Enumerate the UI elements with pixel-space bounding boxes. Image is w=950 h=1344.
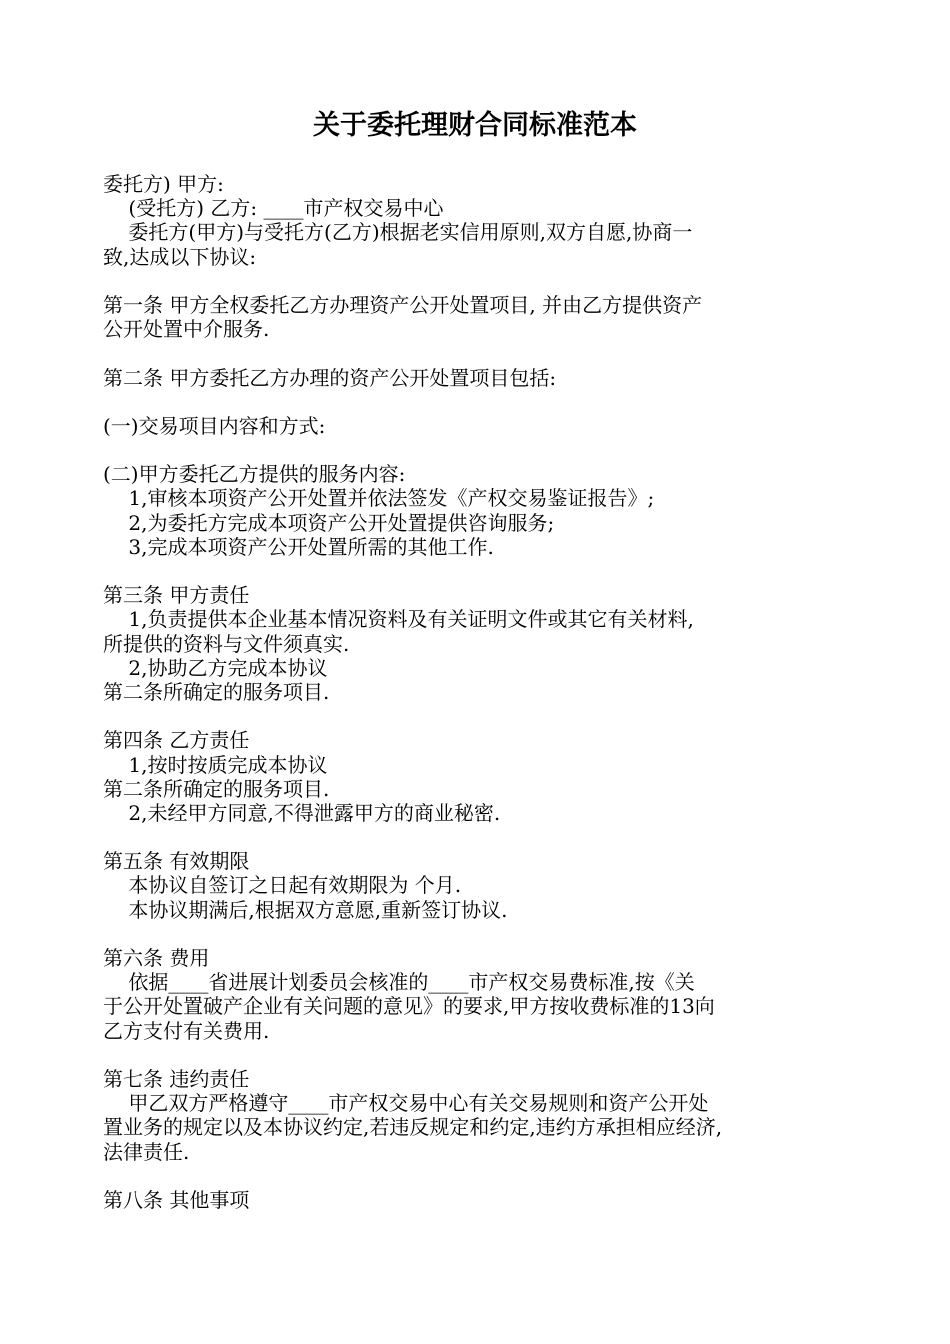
blank-line xyxy=(103,704,855,728)
text-line: 2,协助乙方完成本协议 xyxy=(103,655,328,680)
text-line: 于公开处置破产企业有关问题的意见》的要求,甲方按收费标准的13向 xyxy=(103,994,715,1019)
text-line: (一)交易项目内容和方式: xyxy=(103,413,326,438)
text-line: 依据____省进展计划委员会核准的____市产权交易费标准,按《关 xyxy=(103,970,695,995)
text-line: 第二条所确定的服务项目. xyxy=(103,679,330,704)
text-line: 本协议自签订之日起有效期限为 个月. xyxy=(103,873,462,898)
text-line: 第二条所确定的服务项目. xyxy=(103,776,330,801)
text-line: 第三条 甲方责任 xyxy=(103,583,250,608)
text-line: 第五条 有效期限 xyxy=(103,849,250,874)
document-body xyxy=(103,172,855,1212)
text-line: 乙方支付有关费用. xyxy=(103,1018,270,1043)
text-line: 置业务的规定以及本协议约定,若违反规定和约定,违约方承担相应经济, xyxy=(103,1115,723,1140)
text-line: 甲乙双方严格遵守____市产权交易中心有关交易规则和资产公开处 xyxy=(103,1091,709,1116)
text-line: (受托方) 乙方: ____市产权交易中心 xyxy=(103,196,444,221)
text-line: 法律责任. xyxy=(103,1139,190,1164)
text-line: 第二条 甲方委托乙方办理的资产公开处置项目包括: xyxy=(103,365,557,390)
text-line: 所提供的资料与文件须真实. xyxy=(103,631,350,656)
text-line: 1,按时按质完成本协议 xyxy=(103,752,328,777)
text-line: 第六条 费用 xyxy=(103,946,210,970)
blank-line xyxy=(103,1043,855,1067)
text-line: 委托方) 甲方: xyxy=(103,172,224,196)
text-line: 3,完成本项资产公开处置所需的其他工作. xyxy=(103,534,494,559)
blank-line xyxy=(103,269,855,293)
text-line: 2,未经甲方同意,不得泄露甲方的商业秘密. xyxy=(103,800,501,825)
text-line: 致,达成以下协议: xyxy=(103,244,257,269)
text-line: 本协议期满后,根据双方意愿,重新签订协议. xyxy=(103,897,508,922)
text-line: 公开处置中介服务. xyxy=(103,317,270,342)
document-title: 关于委托理财合同标准范本 xyxy=(313,110,637,141)
blank-line xyxy=(103,922,855,946)
blank-line xyxy=(103,825,855,849)
blank-line xyxy=(103,341,855,365)
text-line: 2,为委托方完成本项资产公开处置提供咨询服务; xyxy=(103,510,555,535)
text-line: 1,负责提供本企业基本情况资料及有关证明文件或其它有关材料, xyxy=(103,607,694,632)
text-line: 1,审核本项资产公开处置并依法签发《产权交易鉴证报告》; xyxy=(103,486,655,511)
text-line: 第一条 甲方全权委托乙方办理资产公开处置项目, 并由乙方提供资产 xyxy=(103,292,703,317)
blank-line xyxy=(103,559,855,583)
text-line: (二)甲方委托乙方提供的服务内容: xyxy=(103,462,406,487)
text-line: 第八条 其他事项 xyxy=(103,1187,250,1212)
blank-line xyxy=(103,390,855,414)
text-line: 委托方(甲方)与受托方(乙方)根据老实信用原则,双方自愿,协商一 xyxy=(103,220,693,245)
blank-line xyxy=(103,1164,855,1188)
text-line: 第四条 乙方责任 xyxy=(103,728,250,753)
text-line: 第七条 违约责任 xyxy=(103,1066,250,1091)
blank-line xyxy=(103,438,855,462)
